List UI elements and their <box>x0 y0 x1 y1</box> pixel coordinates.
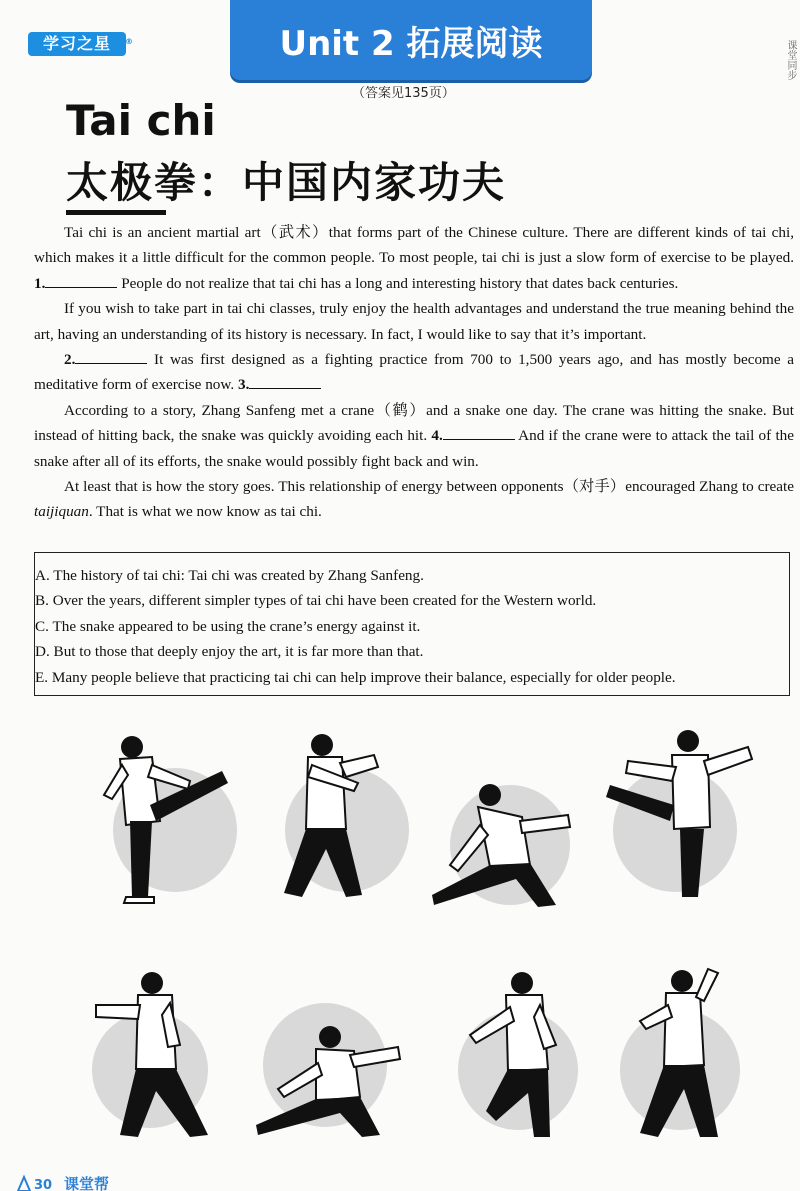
figure-push-hands <box>80 965 240 1145</box>
blank-3-number: 3. <box>237 376 250 394</box>
figure-side-kick <box>600 725 760 905</box>
paragraph-5 <box>34 474 794 525</box>
paragraph-1 <box>34 220 794 296</box>
option-b[interactable]: B. Over the years, different simpler types of tai chi have been created for the Western world. <box>35 592 597 610</box>
blank-4-number: 4. <box>431 427 443 445</box>
unit-banner <box>230 0 592 80</box>
options-box <box>34 552 790 696</box>
paragraph-3 <box>34 347 794 398</box>
option-d[interactable]: D. But to those that deeply enjoy the art, it is far more than that. <box>35 643 424 661</box>
figure-standing-guard <box>262 725 422 905</box>
title-underline <box>66 210 166 215</box>
paragraph-3-text: It was first designed as a fighting practice from 700 to 1,500 years ago, and has mostly become a meditative form of exercise now. <box>34 351 794 394</box>
blank-2[interactable] <box>75 349 147 364</box>
blank-2-number: 2. <box>64 351 76 369</box>
blank-4[interactable] <box>443 425 515 440</box>
figure-high-kick <box>90 725 250 905</box>
paragraph-5-text-b: . That is what we now know as tai chi. <box>88 503 322 521</box>
paragraph-2 <box>34 296 794 347</box>
option-a[interactable]: A. The history of tai chi: Tai chi was created by Zhang Sanfeng. <box>35 567 424 584</box>
figure-single-whip <box>440 965 600 1145</box>
side-tab: 课堂同步 <box>785 40 796 80</box>
figure-cloud-hands <box>600 965 760 1145</box>
paragraph-1-text-a: Tai chi is an ancient martial art（武术）that forms part of the Chinese culture. There are different kinds of tai chi, which makes it a little difficult for the common people. To most people, tai chi is just a slow form of exercise to be played. <box>34 224 794 267</box>
paragraph-4-text-b: And if the crane were to attack the tail of the snake after all of its efforts, the snake would possibly fight back and win. <box>34 427 794 470</box>
figure-low-stance <box>430 755 590 935</box>
publisher-logo <box>28 32 134 56</box>
blank-3[interactable] <box>249 374 321 389</box>
paragraph-2-text: If you wish to take part in tai chi classes, truly enjoy the health advantages and understand the true meaning behind the art, having an understanding of its history is necessary. In fact, I would like to say that it’s important. <box>34 300 794 343</box>
blank-1-number: 1. <box>34 274 46 292</box>
paragraph-4 <box>34 398 794 474</box>
logo-text: 学习之星 <box>42 34 111 53</box>
option-c[interactable]: C. The snake appeared to be using the crane’s energy against it. <box>35 617 421 635</box>
paragraph-4-text-a: According to a story, Zhang Sanfeng met a crane（鹤）and a snake one day. The crane was hitting the snake. But instead of hitting back, the snake was quickly avoiding each hit. <box>34 401 794 445</box>
figure-snake-creeps-down <box>250 985 410 1165</box>
footer-brand: 课堂帮 <box>64 1175 110 1191</box>
option-e[interactable]: E. Many people believe that practicing tai chi can help improve their balance, especially for older people. <box>35 668 676 686</box>
answer-note: （答案见135页） <box>352 86 455 101</box>
title-chinese: 太极拳：中国内家功夫 <box>66 158 507 207</box>
unit-title: Unit 2 拓展阅读 <box>279 24 543 64</box>
passage <box>34 220 794 525</box>
registered-mark: ® <box>125 37 134 46</box>
paragraph-1-text-b: People do not realize that tai chi has a long and interesting history that dates back centuries. <box>117 274 679 292</box>
blank-1[interactable] <box>45 273 117 288</box>
paragraph-5-text-a: At least that is how the story goes. This relationship of energy between opponents（对手）encouraged Zhang to create <box>64 478 794 496</box>
star-icon <box>18 1177 30 1191</box>
tai-chi-illustrations <box>0 715 800 1185</box>
page-number: 30 <box>34 1178 53 1191</box>
title-english: Tai chi <box>66 96 216 145</box>
paragraph-5-italic: taijiquan <box>34 503 89 521</box>
page-footer <box>8 1169 308 1191</box>
